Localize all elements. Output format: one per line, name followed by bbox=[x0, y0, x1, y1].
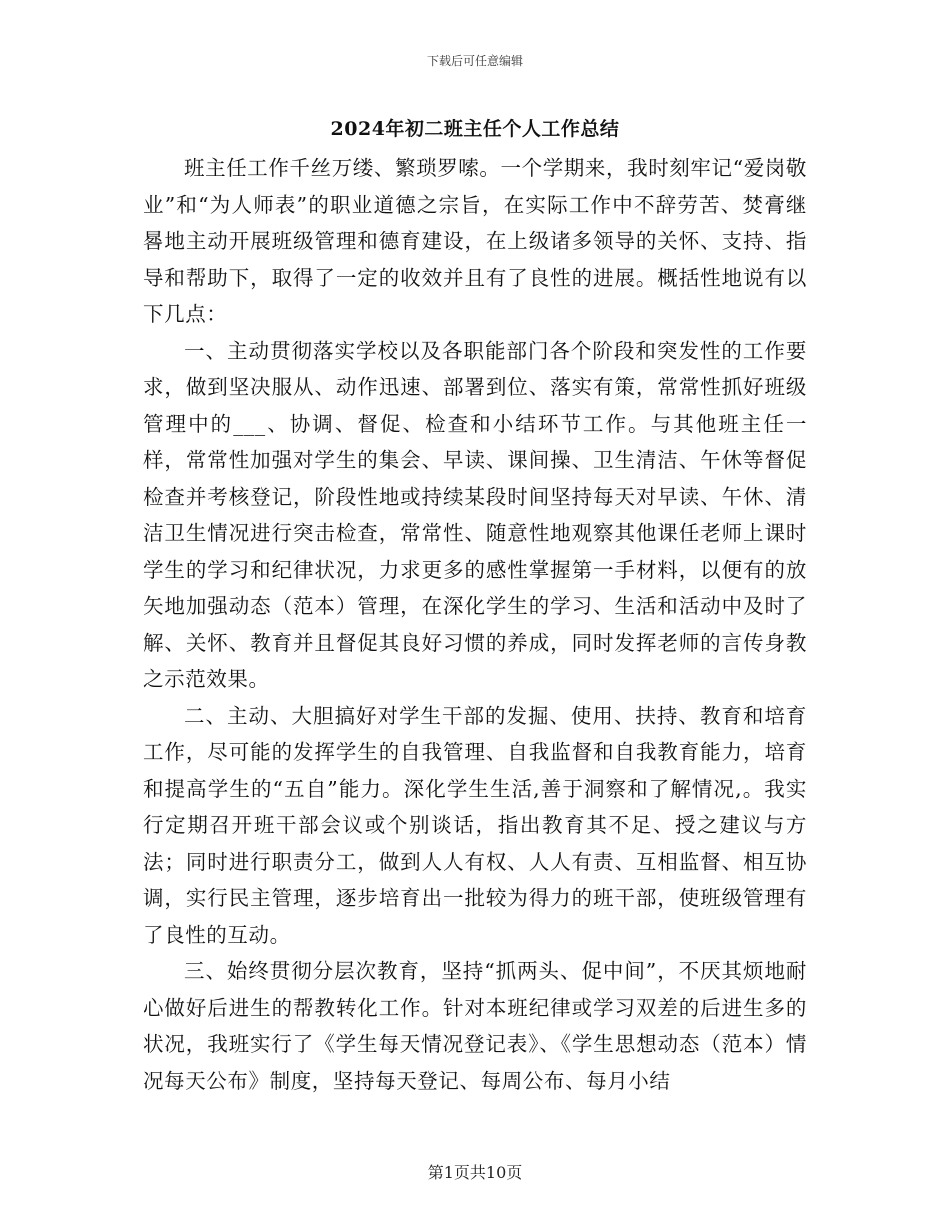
document-title: 2024年初二班主任个人工作总结 bbox=[330, 118, 620, 140]
paragraph-section-3: 三、始终贯彻分层次教育，坚持“抓两头、促中间”，不厌其烦地耐心做好后进生的帮教转化工作。针对本班纪律或学习双差的后进生多的状况，我班实行了《学生每天情况登记表》、《学生思想动态（范本）情况每天公布》制度，坚持每天登记、每周公布、每月小结 bbox=[143, 959, 807, 1093]
paragraph-section-2: 二、主动、大胆搞好对学生干部的发掘、使用、扶持、教育和培育工作，尽可能的发挥学生的自我管理、自我监督和自我教育能力，培育和提高学生的“五自”能力。深化学生生活,善于洞察和了解情况,。我实行定期召开班干部会议或个别谈话，指出教育其不足、授之建议与方法；同时进行职责分工，做到人人有权、人人有责、互相监督、相互协调，实行民主管理，逐步培育出一批较为得力的班干部，使班级管理有了良性的互动。 bbox=[143, 703, 807, 947]
paragraph-intro: 班主任工作千丝万缕、繁琐罗嗦。一个学期来，我时刻牢记“爱岗敬业”和“为人师表”的职业道德之宗旨，在实际工作中不辞劳苦、焚膏继晷地主动开展班级管理和德育建设，在上级诸多领导的关怀、支持、指导和帮助下，取得了一定的收效并且有了良性的进展。概括性地说有以下几点： bbox=[143, 156, 807, 326]
page-number: 第1页共10页 bbox=[427, 1163, 523, 1182]
paragraph-section-1: 一、主动贯彻落实学校以及各职能部门各个阶段和突发性的工作要求，做到坚决服从、动作迅速、部署到位、落实有策，常常性抓好班级管理中的___、协调、督促、检查和小结环节工作。与其他班主任一样，常常性加强对学生的集会、早读、课间操、卫生清洁、午休等督促检查并考核登记，阶段性地或持续某段时间坚持每天对早读、午休、清洁卫生情况进行突击检查，常常性、随意性地观察其他课任老师上课时学生的学习和纪律状况，力求更多的感性掌握第一手材料，以便有的放矢地加强动态（范本）管理，在深化学生的学习、生活和活动中及时了解、关怀、教育并且督促其良好习惯的养成，同时发挥老师的言传身教之示范效果。 bbox=[143, 338, 807, 691]
document-body bbox=[143, 150, 807, 1099]
page-header-note: 下载后可任意编辑 bbox=[426, 54, 523, 68]
